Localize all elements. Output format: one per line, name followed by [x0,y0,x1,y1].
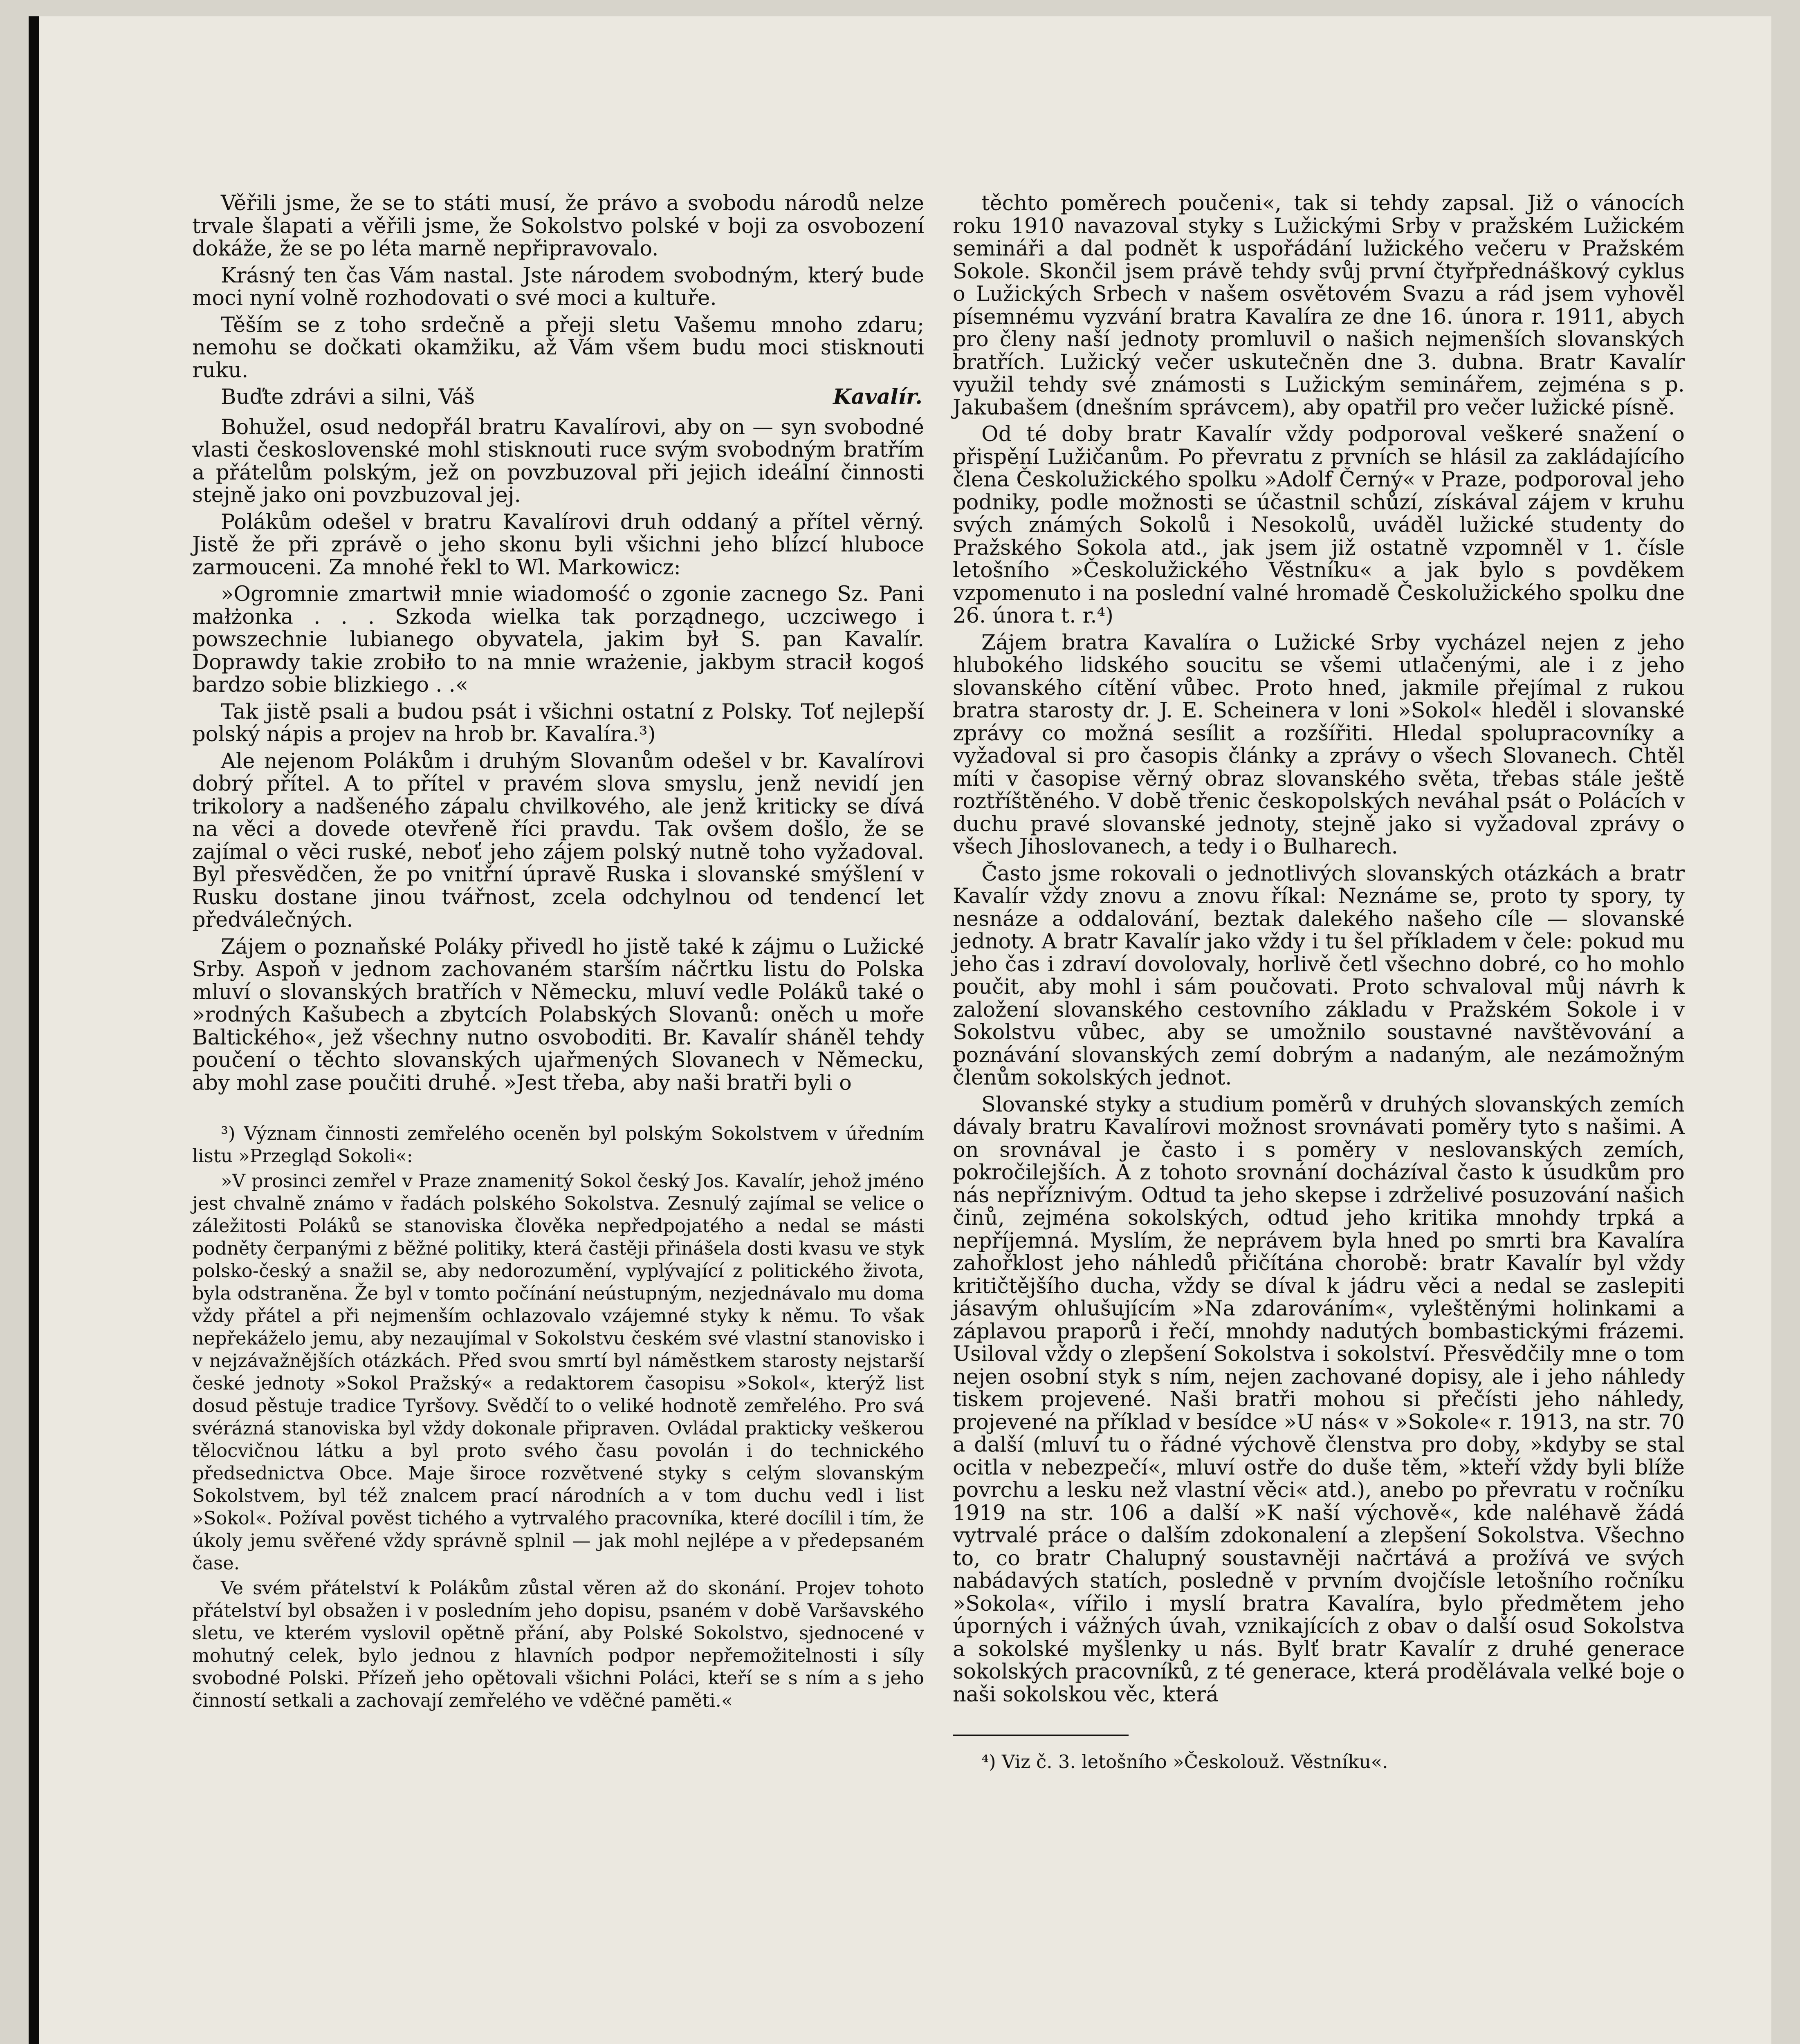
quote-paragraph: »Ogromnie zmartwił mnie wiadomość o zgonie zacnego Sz. Pani małżonka . . . Szkoda wielka tak porządnego, uczciwego i powszechnie lubianego obyvatela, jakim był S. pan Kavalír. Doprawdy takie zrobiło to na mnie wrażenie, jakbym stracił kogoś bardzo sobie blizkiego . .« [192,582,924,697]
footnote-quote: Ve svém přátelství k Polákům zůstal věren až do skonání. Projev tohoto přátelství byl obsažen i v posledním jeho dopisu, psaném v době Varšavského sletu, ve kterém vyslovil opětně přání, aby Polské Sokolstvo, sjednocené v mohutný celek, bylo jednou z hlavních podpor nepřemožitelnosti i síly svobodné Polski. Přízeň jeho opětovali všichni Poláci, kteří se s ním a s jeho činností setkali a zachovají zemřelého ve vděčné paměti.« [192,1577,924,1711]
document-page [29,16,1771,2044]
paragraph: Tak jistě psali a budou psát i všichni ostatní z Polsky. Toť nejlepší polský nápis a projev na hrob br. Kavalíra.³) [192,699,924,746]
paragraph: Od té doby bratr Kavalír vždy podporoval veškeré snažení o přispění Lužičanům. Po převratu z prvních se hlásil za zakládajícího člena Českolužického spolku »Adolf Černý« v Praze, podporoval jeho podniky, podle možnosti se účastnil schůzí, získával zájem v kruhu svých známých Sokolů i Nesokolů, uváděl lužické studenty do Pražského Sokola atd., jak jsem již ostatně vzpomněl v 1. čísle letošního »Českolužického Věstníku« a jak bylo s povděkem vzpomenuto i na poslední valné hromadě Českolužického spolku dne 26. února t. r.⁴) [953,422,1685,628]
footnote-quote: »V prosinci zemřel v Praze znamenitý Sokol český Jos. Kavalír, jehož jméno jest chvalně známo v řadách polského Sokolstva. Zesnulý zajímal se velice o záležitosti Poláků se stanoviska člověka nepředpojatého a nedal se másti podněty čerpanými z běžné politiky, která častěji přinášela dosti kvasu ve styk polsko-český a snažil se, aby nedorozumění, vyplývající z politického života, byla odstraněna. Že byl v tomto počínání neústupným, nezjednávalo mu doma vždy přátel a při nejmenším ochlazovalo vzájemné styky k němu. To však nepřekáželo jemu, aby nezaujímal v Sokolstvu českém své vlastní stanovisko i v nejzávažnějších otázkách. Před svou smrtí byl náměstkem starosty nejstarší české jednoty »Sokol Pražský« a redaktorem časopisu »Sokol«, kterýž list dosud pěstuje tradice Tyršovy. Svědčí to o veliké hodnotě zemřelého. Pro svá svérázná stanoviska byl vždy dokonale připraven. Ovládal prakticky veškerou tělocvičnou látku a byl proto svého času povolán i do technického předsednictva Obce. Maje široce rozvětvené styky s celým slovanským Sokolstvem, byl též znalcem prací národních a v tom duchu vedl i list »Sokol«. Požíval pověst tichého a vytrvalého pracovníka, které docílil i tím, že úkoly jemu svěřené vždy správně splnil — jak mohl nejlépe a v předepsaném čase. [192,1170,924,1574]
letter-closing [192,386,924,409]
paragraph: Těším se z toho srdečně a přeji sletu Vašemu mnoho zdaru; nemohu se dočkati okamžiku, až Vám všem budu moci stisknouti ruku. [192,313,924,383]
paragraph: Zájem o poznaňské Poláky přivedl ho jistě také k zájmu o Lužické Srby. Aspoň v jednom zachovaném starším náčrtku listu do Polska mluví o slovanských bratřích v Německu, mluví vedle Poláků také o »rodných Kašubech a zbytcích Polabských Slovanů: oněch u moře Baltického«, jež všechny nutno osvoboditi. Br. Kavalír sháněl tehdy poučení o těchto slovanských ujařmených Slovanech v Německu, aby mohl zase poučiti druhé. »Jest třeba, aby naši bratři byli o [192,935,924,1095]
footnote: ⁴) Viz č. 3. letošního »Českolouž. Věstníku«. [981,1751,1388,1773]
paragraph: Slovanské styky a studium poměrů v druhých slovanských zemích dávaly bratru Kavalírovi možnost srovnávati poměry tyto s našimi. A on srovnával je často i s poměry v neslovanských zemích, pokročilejších. A z tohoto srovnání docházíval často k úsudkům pro nás nepříznivým. Odtud ta jeho skepse i zdrželivé posuzování našich činů, zejména sokolských, odtud jeho kritika mnohdy trpká a nepříjemná. Myslím, že neprávem byla hned po smrti bra Kavalíra zahořklost jeho náhledů přičítána chorobě: bratr Kavalír byl vždy kritičtějšího ducha, vždy se díval k jádru věci a nedal se zaslepiti jásavým ohlušujícím »Na zdarováním«, vyleštěnými holinkami a záplavou praporů i řečí, mnohdy nadutých bombastickými frázemi. Usiloval vždy o zlepšení Sokolstva i sokolství. Přesvědčily mne o tom nejen osobní styk s ním, nejen zachované dopisy, ale i jeho náhledy tiskem projevené. Naši bratři mohou si přečísti jeho náhledy, projevené na příklad v besídce »U nás« v »Sokole« r. 1913, na str. 70 a další (mluví tu o řádné výchově členstva pro doby, »kdyby se stal ocitla v nebezpečí«, mluví ostře do duše těm, »kteří vždy byli blíže povrchu a lesku než vlastní věci« atd.), anebo po převratu v ročníku 1919 na str. 106 a další »K naší výchově«, kde naléhavě žádá vytrvalé práce o dalším zdokonalení a zlepšení Sokolstva. Všechno to, co bratr Chalupný soustavněji načrtává a prožívá ve svých nabádavých statích, posledně v prvním dvojčísle letošního ročníku »Sokola«, vířilo i myslí bratra Kavalíra, bylo předmětem jeho úporných i vážných úvah, vznikajících z obav o další osud Sokolstva a sokolské myšlenky u nás. Bylť bratr Kavalír z druhé generace sokolských pracovníků, z té generace, která prodělávala velké boje o naši sokolskou věc, která [953,1092,1685,1707]
paragraph: Bohužel, osud nedopřál bratru Kavalírovi, aby on — syn svobodné vlasti československé mohl stisknouti ruce svým svobodným bratřím a přátelům polským, jež on povzbuzoval při jejich ideální činnosti stejně jako oni povzbuzoval jej. [192,415,924,507]
paragraph: těchto poměrech poučeni«, tak si tehdy zapsal. Již o vánocích roku 1910 navazoval styky s Lužickými Srby v pražském Lužickém semináři a dal podnět k uspořádání lužického večeru v Pražském Sokole. Skončil jsem právě tehdy svůj první čtyřpřednáškový cyklus o Lužických Srbech v našem osvětovém Svazu a rád jsem vyhověl písemnému vyzvání bratra Kavalíra ze dne 16. února r. 1911, abych pro členy naší jednoty promluvil o našich nejmenších slovanských bratřích. Lužický večer uskutečněn dne 3. dubna. Bratr Kavalír využil tehdy své známosti s Lužickým seminářem, zejména s p. Jakubašem (dnešním správcem), aby opatřil pro večer lužické písně. [953,191,1685,420]
closing-text: Buďte zdrávi a silni, Váš [221,385,475,409]
right-column [953,192,1685,1775]
footnote: ³) Význam činnosti zemřelého oceněn byl polským Sokolstvem v úředním listu »Przegląd Sokoli«: [192,1123,924,1167]
paragraph: Krásný ten čas Vám nastal. Jste národem svobodným, který bude moci nyní volně rozhodovati o své moci a kultuře. [192,263,924,310]
signature: Kavalír. [833,385,922,409]
footnote-divider [953,1735,1129,1736]
paragraph: Často jsme rokovali o jednotlivých slovanských otázkách a bratr Kavalír vždy znovu a znovu říkal: Neznáme se, proto ty spory, ty nesnáze a oddalování, beztak dalekého našeho cíle — slovanské jednoty. A bratr Kavalír jako vždy i tu šel příkladem v čele: pokud mu jeho čas i zdraví dovolovaly, horlivě četl všechno dobré, co ho mohlo poučit, aby mohl i sám poučovati. Proto schvaloval můj návrh k založení slovanského cestovního základu v Pražském Sokole i v Sokolstvu vůbec, aby se umožnilo soustavné navštěvování a poznávání slovanských zemí dobrým a nadaným, ale nezámožným členům sokolských jednot. [953,861,1685,1090]
paragraph: Polákům odešel v bratru Kavalírovi druh oddaný a přítel věrný. Jistě že při zprávě o jeho skonu byli všichni jeho blízcí hluboce zarmouceni. Za mnohé řekl to Wl. Markowicz: [192,510,924,580]
paragraph: Věřili jsme, že se to státi musí, že právo a svobodu národů nelze trvale šlapati a věřili jsme, že Sokolstvo polské v boji za osvobození dokáže, že se po léta marně nepřipravovalo. [192,191,924,261]
left-column [192,192,924,1714]
paragraph: Zájem bratra Kavalíra o Lužické Srby vycházel nejen z jeho hlubokého lidského soucitu se všemi utlačenými, ale i z jeho slovanského cítění vůbec. Proto hned, jakmile přejímal z rukou bratra starosty dr. J. E. Scheinera v loni »Sokol« hleděl i slovanské zprávy co možná sesílit a rozšířiti. Hledal spolupracovníky a vyžadoval si pro časopis články a zprávy o všech Slovanech. Chtěl míti v časopise věrný obraz slovanského světa, třebas stále ještě roztříštěného. V době třenic českopolských neváhal psát o Polácích v duchu pravé slovanské jednoty, stejně jako si vyžadoval zprávy o všech Jihoslovanech, a tedy i o Bulharech. [953,630,1685,859]
paragraph: Ale nejenom Polákům i druhým Slovanům odešel v br. Kavalírovi dobrý přítel. A to přítel v pravém slova smyslu, jenž nevidí jen trikolory a nadšeného zápalu chvilkového, ale jenž kriticky se dívá na věci a dovede otevřeně říci pravdu. Tak ovšem došlo, že se zajímal o věci ruské, neboť jeho zájem polský nutně toho vyžadoval. Byl přesvědčen, že po vnitřní úpravě Ruska i slovanské smýšlení v Rusku dostane jinou tvářnost, zcela odchylnou od tendencí let předválečných. [192,749,924,932]
